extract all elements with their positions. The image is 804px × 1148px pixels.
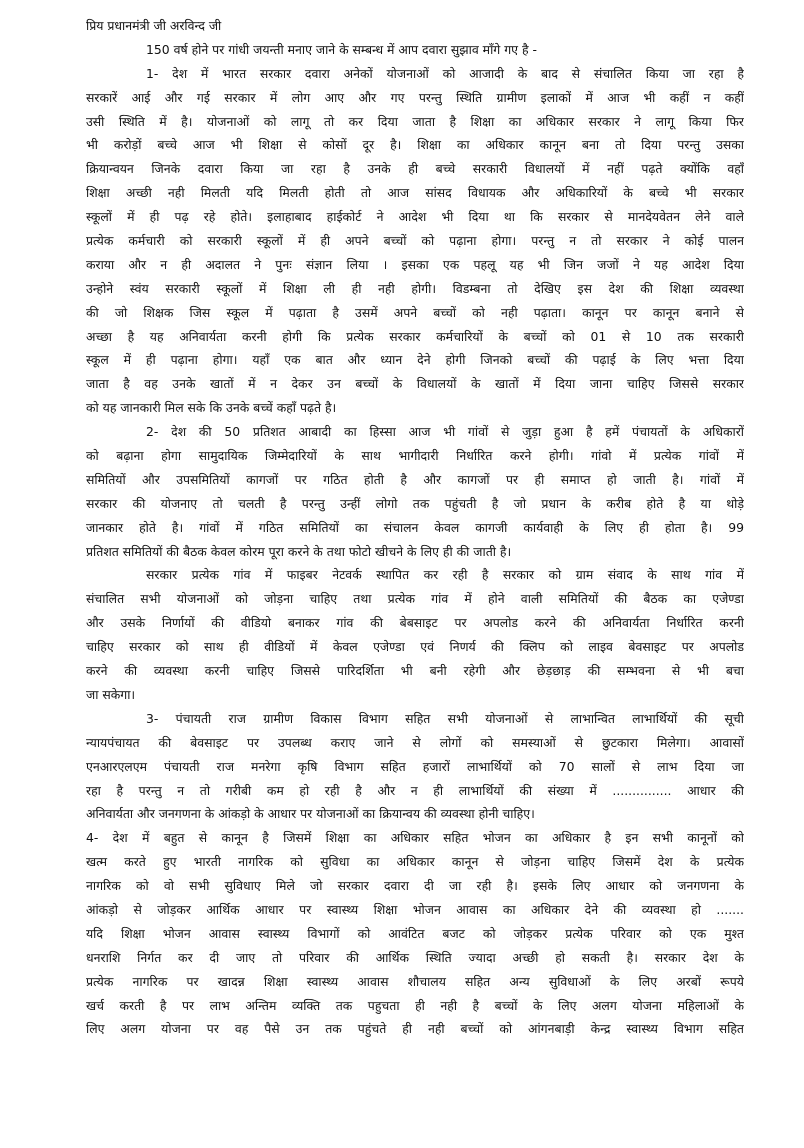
body-line: जा सकेगा। [86, 686, 136, 702]
body-line: को बढ़ाना होगा सामुदायिक जिम्मेदारियों के साथ भागीदारी निर्धारित करने होगी। गांवो में प्रत्येक गांवों में [86, 448, 744, 464]
body-line: एनआरएलएम पंचायती राज मनरेगा कृषि विभाग सहित हजारों लाभार्थियों को 70 सालों से लाभ दिया जा [86, 758, 744, 774]
body-line: करने की व्यवस्था करनी चाहिए जिससे पारिदर्शिता भी बनी रहेगी और छेड़छाड़ की सम्भवना से भी बचा [86, 663, 744, 679]
letter-body [86, 38, 744, 1041]
body-line: रहा है परन्तु न तो गरीबी कम हो रही है और न ही लाभार्थियों की संख्या में ............... आधार की [86, 782, 744, 798]
body-line: समितियों और उपसमितियों कागजों पर गठित होती है और कागजों पर ही समाप्त हो जाती है। गांवों में [86, 471, 744, 487]
body-line: न्यायपंचायत की बेवसाइट पर उपलब्ध कराए जाने से लोगों को समस्याओं से छुटकारा मिलेगा। आवासों [86, 734, 744, 750]
body-line: स्कूलों में ही पढ़ रहे होते। इलाहाबाद हाईकोर्ट ने आदेश भी दिया था कि सरकार से मानदेयवेतन लेने वाले [86, 209, 744, 225]
body-line: 150 वर्ष होने पर गांधी जयन्ती मनाए जाने के सम्बन्ध में आप दवारा सुझाव माँगे गए है - [146, 41, 537, 57]
body-line: सरकार प्रत्येक गांव में फाइबर नेटवर्क स्थापित कर रही है सरकार को ग्राम संवाद के साथ गांव में [146, 567, 744, 583]
body-line: 2- देश की 50 प्रतिशत आबादी का हिस्सा आज भी गांवों से जुड़ा हुआ है हमें पंचायतों के अधिकारों [146, 424, 744, 440]
body-line: धनराशि निर्गत कर दी जाए तो परिवार की आर्थिक स्थिति ज्यादा अच्छी हो सकती है। सरकार देश के [86, 949, 744, 965]
body-line: जाता है वह उनके खातों में न देकर उन बच्चों के विधालयों के खातों में दिया जाना चाहिए जिससे सरकार [86, 376, 744, 392]
body-line: सरकारें आई और गई सरकार में लोग आए और गए परन्तु स्थिति ग्रामीण इलाकों में आज भी कहीं न कहीं [86, 89, 744, 105]
body-line: 1- देश में भारत सरकार दवारा अनेकों योजनाओं को आजादी के बाद से संचालित किया जा रहा है [146, 65, 744, 81]
body-line: स्कूल में ही पढ़ाना होगा। यहाँ एक बात और ध्यान देने होगी जिनको बच्चों की पढ़ाई के लिए भत्ता दिया [86, 352, 744, 368]
body-line: 4- देश में बहुत से कानून है जिसमें शिक्षा का अधिकार सहित भोजन का अधिकार है इन सभी कानूनों को [86, 830, 744, 846]
body-line: चाहिए सरकार को साथ ही वीडियों में केवल एजेण्डा एवं निणर्य की क्लिप को लाइव बेवसाइट पर अपलोड [86, 639, 744, 655]
body-line: उसी स्थिति में है। योजनाओं को लागू तो कर दिया जाता है शिक्षा का अधिकार सरकार ने लागू किया फिर [86, 113, 744, 129]
body-line: जानकार होते है। गांवों में गठित समितियों का संचालन केवल कागजी कार्यवाही के लिए ही होता है। 99 [86, 519, 744, 535]
body-line: 3- पंचायती राज ग्रामीण विकास विभाग सहित सभी योजनाओं से लाभान्वित लाभार्थियों की सूची [146, 710, 744, 726]
body-line: अनिवार्यता और जनगणना के आंकड़ो के आधार पर योजनाओं का क्रियान्वय की व्यवस्था होनी चाहिए। [86, 806, 535, 822]
body-line: अच्छा है यह अनिवार्यता करनी होगी कि प्रत्येक सरकार कर्मचारियों के बच्चों को 01 से 10 तक सरकारी [86, 328, 744, 344]
body-line: की जो शिक्षक जिस स्कूल में पढ़ाता है उसमें अपने बच्चों को नही पढ़ाता। कानून पर कानून बनाने से [86, 304, 744, 320]
body-line: शिक्षा अच्छी नही मिलती यदि मिलती होती तो आज सांसद विधायक और अधिकारियों के बच्चे भी सरकार [86, 185, 744, 201]
body-line: खर्च करती है पर लाभ अन्तिम व्यक्ति तक पहुचता ही नही है बच्चों के लिए अलग योजना महिलाओं के [86, 997, 744, 1013]
body-line: संचालित सभी योजनाओं को जोड़ना चाहिए तथा प्रत्येक गांव में होने वाली समितियों की बैठक का एजेण्डा [86, 591, 744, 607]
body-line: उन्होने स्वंय सरकारी स्कूलों में शिक्षा ली ही नही होगी। विडम्बना तो देखिए इस देश की शिक्षा व्यवस्था [86, 280, 744, 296]
body-line: प्रत्येक कर्मचारी को सरकारी स्कूलों में ही अपने बच्चों को पढ़ाना होगा। परन्तु न तो सरकार ने कोई पालन [86, 233, 744, 249]
body-line: और उसके निर्णायों की वीडियो बनाकर गांव की बेबसाइट पर अपलोड करने की अनिवार्यता निर्धारित करनी [86, 615, 744, 631]
body-line: सरकार की योजनाए तो चलती है परन्तु उन्हीं लोगो तक पहुंचती है जो प्रधान के करीब होते है या थोड़े [86, 495, 744, 511]
body-line: आंकड़ो से जोड़कर आर्थिक आधार पर स्वास्थ्य शिक्षा भोजन आवास का अधिकार देने की व्यवस्था हो ....... [86, 901, 744, 917]
salutation: प्रिय प्रधानमंत्री जी अरविन्द जी [86, 18, 222, 33]
body-line: प्रत्येक नागरिक पर खादन्न शिक्षा स्वास्थ्य आवास शौचालय सहित अन्य सुविधाओं के लिए अरबों रूपये [86, 973, 744, 989]
body-line: भी करोड़ों बच्चे आज भी शिक्षा से कोसों दूर है। शिक्षा का अधिकार कानून बना तो दिया परन्तु उसका [86, 137, 744, 153]
body-line: प्रतिशत समितियों की बैठक केवल कोरम पूरा करने के तथा फोटो खीचने के लिए ही की जाती है। [86, 543, 512, 559]
body-line: नागरिक को वो सभी सुविधाए मिले जो सरकार दवारा दी जा रही है। इसके लिए आधार को जनगणना के [86, 878, 744, 894]
body-line: क्रियान्वयन जिनके दवारा किया जा रहा है उनके ही बच्चे सरकारी विधालयों में नहीं पढ़ते क्योंकि वहाँ [86, 161, 744, 177]
body-line: खत्म करते हुए भारती नागरिक को सुविधा का अधिकार कानून से जोड़ना चाहिए जिसमें देश के प्रत्येक [86, 854, 744, 870]
body-line: यदि शिक्षा भोजन आवास स्वास्थ्य विभागों को आवंटित बजट को जोड़कर प्रत्येक परिवार को एक मुश्त [86, 925, 744, 941]
body-line: लिए अलग योजना पर वह पैसे उन तक पहुंचते ही नही बच्चों को आंगनबाड़ी केन्द्र स्वास्थ्य विभाग सहित [86, 1021, 744, 1037]
body-line: को यह जानकारी मिल सके कि उनके बच्चें कहाँ पढ़ते है। [86, 400, 337, 416]
body-line: कराया और न ही अदालत ने पुनः संज्ञान लिया । इसका एक पहलू यह भी जिन जजों ने यह आदेश दिया [86, 256, 744, 272]
